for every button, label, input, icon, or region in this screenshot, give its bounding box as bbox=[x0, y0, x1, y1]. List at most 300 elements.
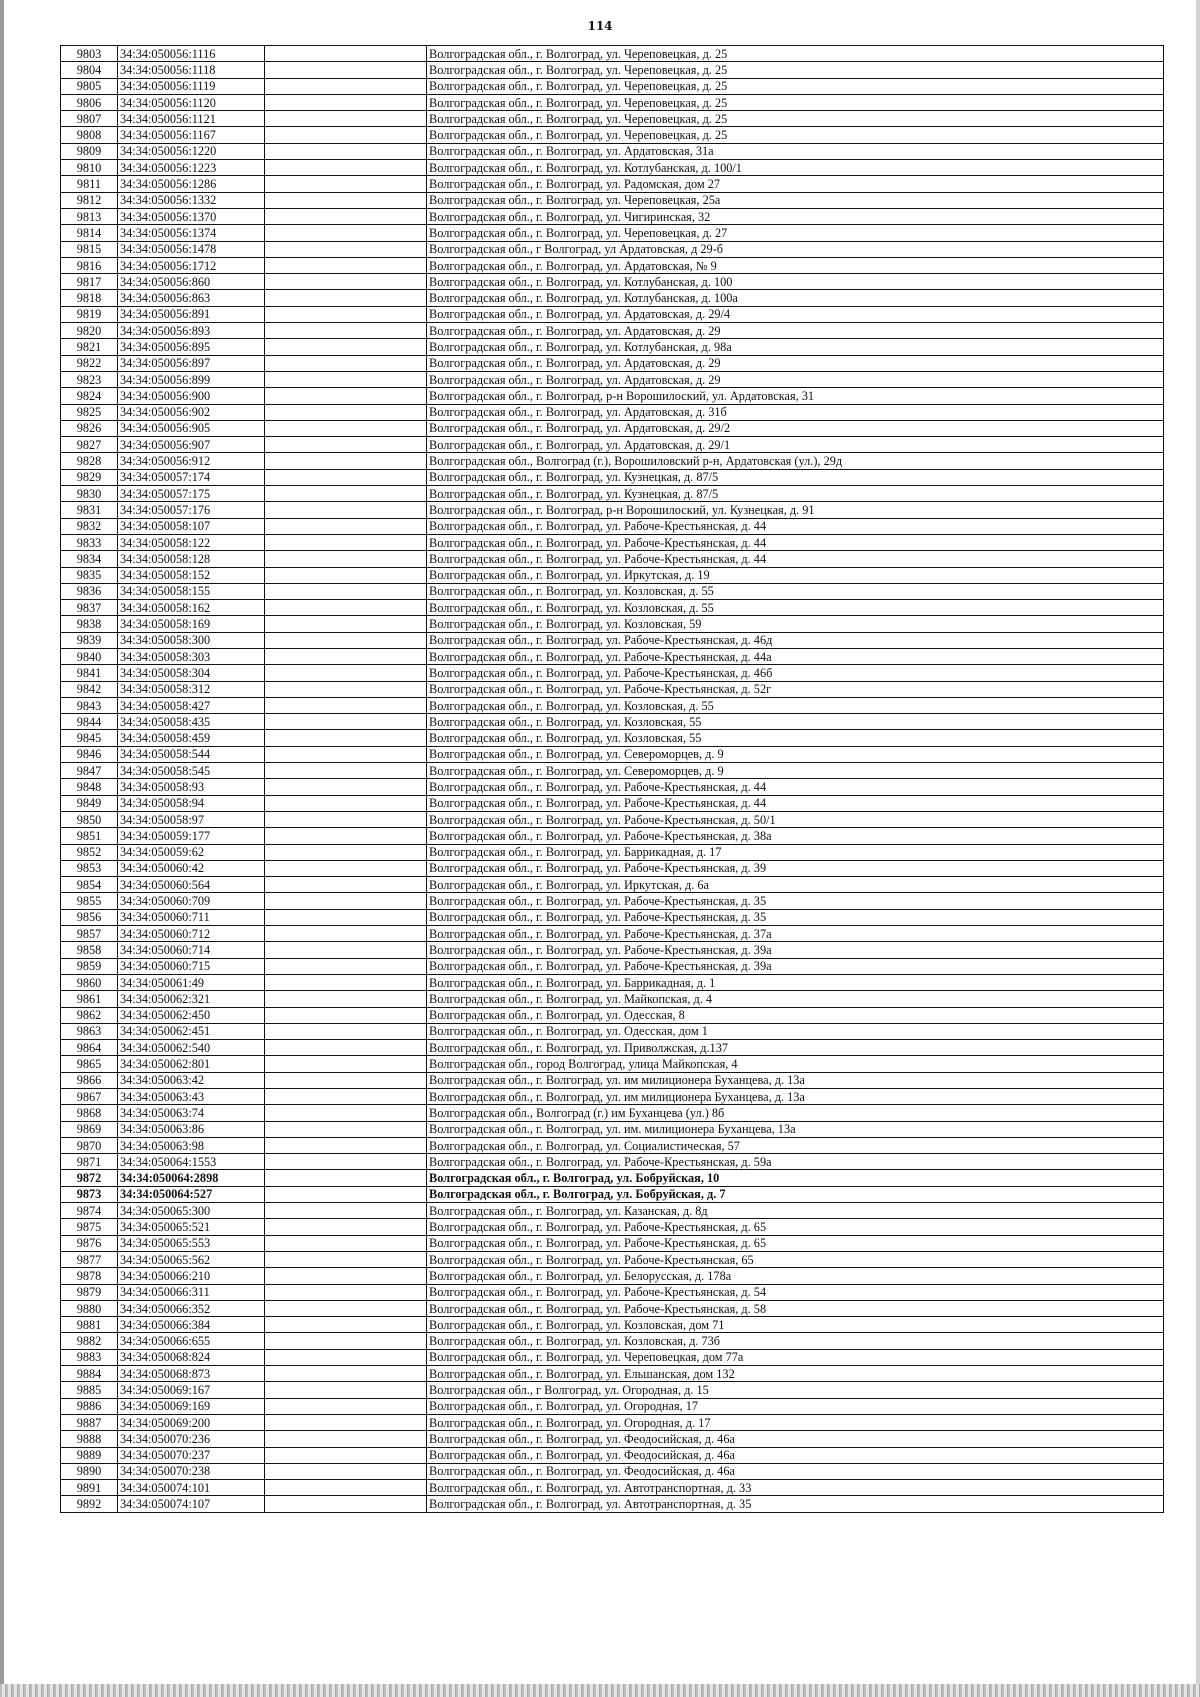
row-number-cell: 9806 bbox=[61, 94, 118, 110]
row-number-cell: 9805 bbox=[61, 78, 118, 94]
cadastral-number-cell: 34:34:050058:93 bbox=[118, 779, 265, 795]
cadastral-number-cell: 34:34:050074:107 bbox=[118, 1496, 265, 1512]
empty-cell bbox=[265, 94, 427, 110]
address-cell: Волгоградская обл., г. Волгоград, ул. Рабоче-Крестьянская, д. 44 bbox=[427, 795, 1164, 811]
row-number-cell: 9885 bbox=[61, 1382, 118, 1398]
scan-edge-left bbox=[0, 0, 4, 1697]
address-cell: Волгоградская обл., г. Волгоград, ул. Ардатовская, д. 29 bbox=[427, 371, 1164, 387]
cadastral-number-cell: 34:34:050060:564 bbox=[118, 877, 265, 893]
row-number-cell: 9810 bbox=[61, 160, 118, 176]
empty-cell bbox=[265, 534, 427, 550]
cadastral-number-cell: 34:34:050056:893 bbox=[118, 323, 265, 339]
row-number-cell: 9844 bbox=[61, 714, 118, 730]
address-cell: Волгоградская обл., г. Волгоград, ул. Рабоче-Крестьянская, д. 38а bbox=[427, 828, 1164, 844]
cadastral-number-cell: 34:34:050062:540 bbox=[118, 1040, 265, 1056]
row-number-cell: 9837 bbox=[61, 600, 118, 616]
table-row bbox=[61, 600, 1164, 616]
empty-cell bbox=[265, 1235, 427, 1251]
empty-cell bbox=[265, 746, 427, 762]
empty-cell bbox=[265, 1219, 427, 1235]
table-row bbox=[61, 681, 1164, 697]
row-number-cell: 9867 bbox=[61, 1089, 118, 1105]
row-number-cell: 9838 bbox=[61, 616, 118, 632]
page-number: 114 bbox=[587, 19, 613, 33]
table-row bbox=[61, 143, 1164, 159]
address-cell: Волгоградская обл., г. Волгоград, ул. Рабоче-Крестьянская, д. 46б bbox=[427, 665, 1164, 681]
empty-cell bbox=[265, 665, 427, 681]
address-cell: Волгоградская обл., г. Волгоград, ул. Рабоче-Крестьянская, д. 44 bbox=[427, 779, 1164, 795]
row-number-cell: 9834 bbox=[61, 551, 118, 567]
empty-cell bbox=[265, 225, 427, 241]
table-row bbox=[61, 225, 1164, 241]
empty-cell bbox=[265, 437, 427, 453]
empty-cell bbox=[265, 1040, 427, 1056]
row-number-cell: 9857 bbox=[61, 926, 118, 942]
cadastral-number-cell: 34:34:050064:527 bbox=[118, 1186, 265, 1202]
cadastral-number-cell: 34:34:050058:107 bbox=[118, 518, 265, 534]
cadastral-number-cell: 34:34:050061:49 bbox=[118, 974, 265, 990]
table-row bbox=[61, 926, 1164, 942]
table-row bbox=[61, 1219, 1164, 1235]
address-cell: Волгоградская обл., г. Волгоград, ул. Череповецкая, д. 25 bbox=[427, 46, 1164, 62]
empty-cell bbox=[265, 1463, 427, 1479]
table-row bbox=[61, 518, 1164, 534]
empty-cell bbox=[265, 860, 427, 876]
row-number-cell: 9823 bbox=[61, 371, 118, 387]
cadastral-number-cell: 34:34:050074:101 bbox=[118, 1480, 265, 1496]
empty-cell bbox=[265, 1203, 427, 1219]
row-number-cell: 9833 bbox=[61, 534, 118, 550]
empty-cell bbox=[265, 974, 427, 990]
cadastral-number-cell: 34:34:050056:1120 bbox=[118, 94, 265, 110]
address-cell: Волгоградская обл., г. Волгоград, ул. Огородная, д. 17 bbox=[427, 1414, 1164, 1430]
empty-cell bbox=[265, 730, 427, 746]
cadastral-number-cell: 34:34:050058:97 bbox=[118, 811, 265, 827]
row-number-cell: 9822 bbox=[61, 355, 118, 371]
row-number-cell: 9880 bbox=[61, 1300, 118, 1316]
cadastral-number-cell: 34:34:050058:303 bbox=[118, 648, 265, 664]
table-row bbox=[61, 534, 1164, 550]
address-cell: Волгоградская обл., г. Волгоград, ул. Бобруйская, 10 bbox=[427, 1170, 1164, 1186]
empty-cell bbox=[265, 1121, 427, 1137]
cadastral-number-cell: 34:34:050066:655 bbox=[118, 1333, 265, 1349]
address-cell: Волгоградская обл., г. Волгоград, ул. Козловская, д. 55 bbox=[427, 697, 1164, 713]
cadastral-number-cell: 34:34:050069:169 bbox=[118, 1398, 265, 1414]
cadastral-number-cell: 34:34:050056:863 bbox=[118, 290, 265, 306]
row-number-cell: 9847 bbox=[61, 763, 118, 779]
table-row bbox=[61, 1023, 1164, 1039]
row-number-cell: 9826 bbox=[61, 420, 118, 436]
cadastral-number-cell: 34:34:050056:900 bbox=[118, 388, 265, 404]
row-number-cell: 9828 bbox=[61, 453, 118, 469]
table-row bbox=[61, 1480, 1164, 1496]
empty-cell bbox=[265, 143, 427, 159]
table-row bbox=[61, 1251, 1164, 1267]
table-row bbox=[61, 958, 1164, 974]
empty-cell bbox=[265, 469, 427, 485]
empty-cell bbox=[265, 795, 427, 811]
row-number-cell: 9859 bbox=[61, 958, 118, 974]
row-number-cell: 9825 bbox=[61, 404, 118, 420]
row-number-cell: 9832 bbox=[61, 518, 118, 534]
row-number-cell: 9870 bbox=[61, 1137, 118, 1153]
cadastral-number-cell: 34:34:050062:321 bbox=[118, 991, 265, 1007]
row-number-cell: 9884 bbox=[61, 1366, 118, 1382]
address-cell: Волгоградская обл., г. Волгоград, ул. им. милиционера Буханцева, 13а bbox=[427, 1121, 1164, 1137]
cadastral-number-cell: 34:34:050058:122 bbox=[118, 534, 265, 550]
row-number-cell: 9887 bbox=[61, 1414, 118, 1430]
table-row bbox=[61, 616, 1164, 632]
table-row bbox=[61, 1300, 1164, 1316]
address-cell: Волгоградская обл., г. Волгоград, ул. Ардатовская, д. 29 bbox=[427, 323, 1164, 339]
row-number-cell: 9855 bbox=[61, 893, 118, 909]
table-row bbox=[61, 697, 1164, 713]
cadastral-number-cell: 34:34:050056:1478 bbox=[118, 241, 265, 257]
address-cell: Волгоградская обл., г. Волгоград, ул. Рабоче-Крестьянская, д. 37а bbox=[427, 926, 1164, 942]
row-number-cell: 9875 bbox=[61, 1219, 118, 1235]
row-number-cell: 9807 bbox=[61, 111, 118, 127]
address-cell: Волгоградская обл., г. Волгоград, ул. Феодосийская, д. 46а bbox=[427, 1431, 1164, 1447]
empty-cell bbox=[265, 486, 427, 502]
empty-cell bbox=[265, 583, 427, 599]
empty-cell bbox=[265, 1317, 427, 1333]
table-row bbox=[61, 828, 1164, 844]
address-cell: Волгоградская обл., Волгоград (г.) им Буханцева (ул.) 8б bbox=[427, 1105, 1164, 1121]
cadastral-number-cell: 34:34:050056:891 bbox=[118, 306, 265, 322]
row-number-cell: 9871 bbox=[61, 1154, 118, 1170]
empty-cell bbox=[265, 811, 427, 827]
address-cell: Волгоградская обл., г. Волгоград, ул. Приволжская, д.137 bbox=[427, 1040, 1164, 1056]
row-number-cell: 9869 bbox=[61, 1121, 118, 1137]
empty-cell bbox=[265, 828, 427, 844]
empty-cell bbox=[265, 632, 427, 648]
row-number-cell: 9860 bbox=[61, 974, 118, 990]
table-row bbox=[61, 860, 1164, 876]
address-cell: Волгоградская обл., г. Волгоград, ул. Рабоче-Крестьянская, д. 39а bbox=[427, 958, 1164, 974]
address-cell: Волгоградская обл., г. Волгоград, ул. Бобруйская, д. 7 bbox=[427, 1186, 1164, 1202]
table-row bbox=[61, 160, 1164, 176]
table-row bbox=[61, 1398, 1164, 1414]
empty-cell bbox=[265, 160, 427, 176]
empty-cell bbox=[265, 600, 427, 616]
row-number-cell: 9853 bbox=[61, 860, 118, 876]
empty-cell bbox=[265, 991, 427, 1007]
cadastral-number-cell: 34:34:050058:459 bbox=[118, 730, 265, 746]
table-row bbox=[61, 991, 1164, 1007]
table-row bbox=[61, 323, 1164, 339]
cadastral-number-cell: 34:34:050056:1121 bbox=[118, 111, 265, 127]
table-row bbox=[61, 551, 1164, 567]
row-number-cell: 9851 bbox=[61, 828, 118, 844]
row-number-cell: 9842 bbox=[61, 681, 118, 697]
row-number-cell: 9852 bbox=[61, 844, 118, 860]
empty-cell bbox=[265, 958, 427, 974]
empty-cell bbox=[265, 78, 427, 94]
address-cell: Волгоградская обл., г. Волгоград, ул. Рабоче-Крестьянская, д. 39 bbox=[427, 860, 1164, 876]
cadastral-number-cell: 34:34:050065:521 bbox=[118, 1219, 265, 1235]
address-cell: Волгоградская обл., г. Волгоград, ул. Череповецкая, д. 25 bbox=[427, 127, 1164, 143]
empty-cell bbox=[265, 290, 427, 306]
cadastral-number-cell: 34:34:050057:175 bbox=[118, 486, 265, 502]
table-row bbox=[61, 1431, 1164, 1447]
cadastral-number-cell: 34:34:050070:238 bbox=[118, 1463, 265, 1479]
row-number-cell: 9816 bbox=[61, 257, 118, 273]
row-number-cell: 9873 bbox=[61, 1186, 118, 1202]
table-row bbox=[61, 176, 1164, 192]
table-row bbox=[61, 1366, 1164, 1382]
cadastral-number-cell: 34:34:050058:544 bbox=[118, 746, 265, 762]
row-number-cell: 9809 bbox=[61, 143, 118, 159]
row-number-cell: 9841 bbox=[61, 665, 118, 681]
cadastral-number-cell: 34:34:050056:912 bbox=[118, 453, 265, 469]
table-row bbox=[61, 46, 1164, 62]
address-cell: Волгоградская обл., г. Волгоград, ул. Ардатовская, д. 29/2 bbox=[427, 420, 1164, 436]
address-cell: Волгоградская обл., г. Волгоград, ул. Кузнецкая, д. 87/5 bbox=[427, 486, 1164, 502]
address-cell: Волгоградская обл., г. Волгоград, ул. Ардатовская, 31а bbox=[427, 143, 1164, 159]
address-cell: Волгоградская обл., г. Волгоград, ул. Ардатовская, д. 29/1 bbox=[427, 437, 1164, 453]
address-cell: Волгоградская обл., г. Волгоград, ул. Белорусская, д. 178а bbox=[427, 1268, 1164, 1284]
table-row bbox=[61, 811, 1164, 827]
address-cell: Волгоградская обл., г. Волгоград, ул. Козловская, 55 bbox=[427, 730, 1164, 746]
table-row bbox=[61, 844, 1164, 860]
row-number-cell: 9821 bbox=[61, 339, 118, 355]
cadastral-number-cell: 34:34:050058:128 bbox=[118, 551, 265, 567]
address-cell: Волгоградская обл., г. Волгоград, ул. Козловская, д. 55 bbox=[427, 600, 1164, 616]
cadastral-number-cell: 34:34:050056:1167 bbox=[118, 127, 265, 143]
table-row bbox=[61, 1349, 1164, 1365]
empty-cell bbox=[265, 942, 427, 958]
row-number-cell: 9882 bbox=[61, 1333, 118, 1349]
table-row bbox=[61, 274, 1164, 290]
address-cell: Волгоградская обл., г. Волгоград, ул. Автотранспортная, д. 33 bbox=[427, 1480, 1164, 1496]
table-row bbox=[61, 502, 1164, 518]
table-row bbox=[61, 306, 1164, 322]
cadastral-number-cell: 34:34:050056:1119 bbox=[118, 78, 265, 94]
row-number-cell: 9883 bbox=[61, 1349, 118, 1365]
cadastral-number-cell: 34:34:050060:42 bbox=[118, 860, 265, 876]
table-row bbox=[61, 795, 1164, 811]
row-number-cell: 9808 bbox=[61, 127, 118, 143]
empty-cell bbox=[265, 893, 427, 909]
empty-cell bbox=[265, 1105, 427, 1121]
row-number-cell: 9820 bbox=[61, 323, 118, 339]
address-cell: Волгоградская обл., г. Волгоград, ул. Рабоче-Крестьянская, д. 46д bbox=[427, 632, 1164, 648]
address-cell: Волгоградская обл., г. Волгоград, ул. Козловская, 59 bbox=[427, 616, 1164, 632]
scan-edge-right bbox=[1196, 0, 1200, 1697]
address-cell: Волгоградская обл., г Волгоград, ул. Огородная, д. 15 bbox=[427, 1382, 1164, 1398]
table-row bbox=[61, 1170, 1164, 1186]
empty-cell bbox=[265, 1056, 427, 1072]
address-cell: Волгоградская обл., г. Волгоград, р-н Ворошилоский, ул. Кузнецкая, д. 91 bbox=[427, 502, 1164, 518]
table-row bbox=[61, 942, 1164, 958]
address-cell: Волгоградская обл., г. Волгоград, ул. Североморцев, д. 9 bbox=[427, 763, 1164, 779]
address-cell: Волгоградская обл., Волгоград (г.), Ворошиловский р-н, Ардатовская (ул.), 29д bbox=[427, 453, 1164, 469]
table-row bbox=[61, 257, 1164, 273]
address-cell: Волгоградская обл., г. Волгоград, р-н Ворошилоский, ул. Ардатовская, 31 bbox=[427, 388, 1164, 404]
row-number-cell: 9877 bbox=[61, 1251, 118, 1267]
empty-cell bbox=[265, 257, 427, 273]
table-row bbox=[61, 241, 1164, 257]
table-row bbox=[61, 1268, 1164, 1284]
table-row bbox=[61, 1072, 1164, 1088]
address-cell: Волгоградская обл., г. Волгоград, ул. Кузнецкая, д. 87/5 bbox=[427, 469, 1164, 485]
cadastral-number-cell: 34:34:050056:1223 bbox=[118, 160, 265, 176]
cadastral-number-cell: 34:34:050066:311 bbox=[118, 1284, 265, 1300]
table-row bbox=[61, 1235, 1164, 1251]
table-row bbox=[61, 355, 1164, 371]
empty-cell bbox=[265, 567, 427, 583]
empty-cell bbox=[265, 1154, 427, 1170]
address-cell: Волгоградская обл., г. Волгоград, ул. Одесская, 8 bbox=[427, 1007, 1164, 1023]
address-cell: Волгоградская обл., г. Волгоград, ул. Рабоче-Крестьянская, д. 35 bbox=[427, 893, 1164, 909]
table-row bbox=[61, 404, 1164, 420]
empty-cell bbox=[265, 1431, 427, 1447]
table-row bbox=[61, 730, 1164, 746]
cadastral-number-cell: 34:34:050065:562 bbox=[118, 1251, 265, 1267]
address-cell: Волгоградская обл., г. Волгоград, ул. Баррикадная, д. 17 bbox=[427, 844, 1164, 860]
row-number-cell: 9868 bbox=[61, 1105, 118, 1121]
empty-cell bbox=[265, 274, 427, 290]
address-cell: Волгоградская обл., г. Волгоград, ул. Майкопская, д. 4 bbox=[427, 991, 1164, 1007]
row-number-cell: 9818 bbox=[61, 290, 118, 306]
address-cell: Волгоградская обл., г. Волгоград, ул. Котлубанская, д. 100а bbox=[427, 290, 1164, 306]
row-number-cell: 9878 bbox=[61, 1268, 118, 1284]
address-cell: Волгоградская обл., г. Волгоград, ул. Ельшанская, дом 132 bbox=[427, 1366, 1164, 1382]
row-number-cell: 9854 bbox=[61, 877, 118, 893]
cadastral-number-cell: 34:34:050056:1370 bbox=[118, 208, 265, 224]
cadastral-number-cell: 34:34:050056:1116 bbox=[118, 46, 265, 62]
address-cell: Волгоградская обл., г. Волгоград, ул. Огородная, 17 bbox=[427, 1398, 1164, 1414]
cadastral-number-cell: 34:34:050058:304 bbox=[118, 665, 265, 681]
address-cell: Волгоградская обл., г. Волгоград, ул. Чигиринская, 32 bbox=[427, 208, 1164, 224]
table-row bbox=[61, 388, 1164, 404]
address-cell: Волгоградская обл., г. Волгоград, ул. Рабоче-Крестьянская, д. 52г bbox=[427, 681, 1164, 697]
address-cell: Волгоградская обл., г. Волгоград, ул. Одесская, дом 1 bbox=[427, 1023, 1164, 1039]
cadastral-number-cell: 34:34:050065:553 bbox=[118, 1235, 265, 1251]
scan-edge-bottom bbox=[0, 1684, 1200, 1697]
cadastral-number-cell: 34:34:050058:427 bbox=[118, 697, 265, 713]
table-row bbox=[61, 1447, 1164, 1463]
cadastral-number-cell: 34:34:050056:1374 bbox=[118, 225, 265, 241]
empty-cell bbox=[265, 420, 427, 436]
row-number-cell: 9865 bbox=[61, 1056, 118, 1072]
cadastral-number-cell: 34:34:050059:177 bbox=[118, 828, 265, 844]
empty-cell bbox=[265, 176, 427, 192]
row-number-cell: 9840 bbox=[61, 648, 118, 664]
empty-cell bbox=[265, 763, 427, 779]
row-number-cell: 9845 bbox=[61, 730, 118, 746]
row-number-cell: 9892 bbox=[61, 1496, 118, 1512]
address-cell: Волгоградская обл., г. Волгоград, ул. Казанская, д. 8д bbox=[427, 1203, 1164, 1219]
empty-cell bbox=[265, 404, 427, 420]
address-cell: Волгоградская обл., г. Волгоград, ул. Рабоче-Крестьянская, д. 58 bbox=[427, 1300, 1164, 1316]
empty-cell bbox=[265, 714, 427, 730]
address-cell: Волгоградская обл., г. Волгоград, ул. Феодосийская, д. 46а bbox=[427, 1447, 1164, 1463]
empty-cell bbox=[265, 1007, 427, 1023]
address-cell: Волгоградская обл., г. Волгоград, ул. Ардатовская, д. 29 bbox=[427, 355, 1164, 371]
cadastral-number-cell: 34:34:050058:94 bbox=[118, 795, 265, 811]
address-cell: Волгоградская обл., г. Волгоград, ул. Рабоче-Крестьянская, д. 54 bbox=[427, 1284, 1164, 1300]
cadastral-number-cell: 34:34:050057:176 bbox=[118, 502, 265, 518]
row-number-cell: 9891 bbox=[61, 1480, 118, 1496]
table-row bbox=[61, 1284, 1164, 1300]
address-cell: Волгоградская обл., г. Волгоград, ул. Козловская, д. 55 bbox=[427, 583, 1164, 599]
empty-cell bbox=[265, 1251, 427, 1267]
empty-cell bbox=[265, 518, 427, 534]
empty-cell bbox=[265, 453, 427, 469]
cadastral-number-cell: 34:34:050063:98 bbox=[118, 1137, 265, 1153]
address-cell: Волгоградская обл., г. Волгоград, ул. Череповецкая, д. 25 bbox=[427, 62, 1164, 78]
address-cell: Волгоградская обл., г. Волгоград, ул. Рабоче-Крестьянская, д. 39а bbox=[427, 942, 1164, 958]
empty-cell bbox=[265, 339, 427, 355]
cadastral-number-cell: 34:34:050056:1332 bbox=[118, 192, 265, 208]
table-row bbox=[61, 1463, 1164, 1479]
address-cell: Волгоградская обл., г. Волгоград, ул. Котлубанская, д. 100 bbox=[427, 274, 1164, 290]
cadastral-number-cell: 34:34:050064:1553 bbox=[118, 1154, 265, 1170]
empty-cell bbox=[265, 1447, 427, 1463]
address-cell: Волгоградская обл., г. Волгоград, ул. Ардатовская, д. 31б bbox=[427, 404, 1164, 420]
cadastral-number-cell: 34:34:050060:709 bbox=[118, 893, 265, 909]
table-row bbox=[61, 371, 1164, 387]
row-number-cell: 9804 bbox=[61, 62, 118, 78]
address-cell: Волгоградская обл., г. Волгоград, ул. Рабоче-Крестьянская, д. 35 bbox=[427, 909, 1164, 925]
table-row bbox=[61, 1007, 1164, 1023]
empty-cell bbox=[265, 909, 427, 925]
table-row bbox=[61, 665, 1164, 681]
address-cell: Волгоградская обл., г. Волгоград, ул. Автотранспортная, д. 35 bbox=[427, 1496, 1164, 1512]
empty-cell bbox=[265, 616, 427, 632]
registry-table bbox=[60, 45, 1164, 1513]
empty-cell bbox=[265, 697, 427, 713]
cadastral-number-cell: 34:34:050058:545 bbox=[118, 763, 265, 779]
address-cell: Волгоградская обл., г. Волгоград, ул. Козловская, дом 71 bbox=[427, 1317, 1164, 1333]
table-row bbox=[61, 1121, 1164, 1137]
cadastral-number-cell: 34:34:050056:1220 bbox=[118, 143, 265, 159]
cadastral-number-cell: 34:34:050056:899 bbox=[118, 371, 265, 387]
empty-cell bbox=[265, 1186, 427, 1202]
cadastral-number-cell: 34:34:050058:435 bbox=[118, 714, 265, 730]
empty-cell bbox=[265, 127, 427, 143]
cadastral-number-cell: 34:34:050058:155 bbox=[118, 583, 265, 599]
cadastral-number-cell: 34:34:050069:200 bbox=[118, 1414, 265, 1430]
table-row bbox=[61, 1203, 1164, 1219]
table-row bbox=[61, 1317, 1164, 1333]
row-number-cell: 9803 bbox=[61, 46, 118, 62]
table-row bbox=[61, 714, 1164, 730]
row-number-cell: 9843 bbox=[61, 697, 118, 713]
address-cell: Волгоградская обл., г. Волгоград, ул. Радомская, дом 27 bbox=[427, 176, 1164, 192]
address-cell: Волгоградская обл., г. Волгоград, ул. Череповецкая, дом 77а bbox=[427, 1349, 1164, 1365]
table-row bbox=[61, 94, 1164, 110]
cadastral-number-cell: 34:34:050060:715 bbox=[118, 958, 265, 974]
cadastral-number-cell: 34:34:050056:897 bbox=[118, 355, 265, 371]
cadastral-number-cell: 34:34:050060:711 bbox=[118, 909, 265, 925]
address-cell: Волгоградская обл., г. Волгоград, ул. Феодосийская, д. 46а bbox=[427, 1463, 1164, 1479]
address-cell: Волгоградская обл., г. Волгоград, ул. Баррикадная, д. 1 bbox=[427, 974, 1164, 990]
cadastral-number-cell: 34:34:050065:300 bbox=[118, 1203, 265, 1219]
empty-cell bbox=[265, 355, 427, 371]
row-number-cell: 9831 bbox=[61, 502, 118, 518]
table-row bbox=[61, 583, 1164, 599]
cadastral-number-cell: 34:34:050062:450 bbox=[118, 1007, 265, 1023]
address-cell: Волгоградская обл., г. Волгоград, ул. Рабоче-Крестьянская, д. 44 bbox=[427, 534, 1164, 550]
empty-cell bbox=[265, 1300, 427, 1316]
table-row bbox=[61, 62, 1164, 78]
row-number-cell: 9824 bbox=[61, 388, 118, 404]
table-row bbox=[61, 486, 1164, 502]
table-row bbox=[61, 78, 1164, 94]
row-number-cell: 9827 bbox=[61, 437, 118, 453]
